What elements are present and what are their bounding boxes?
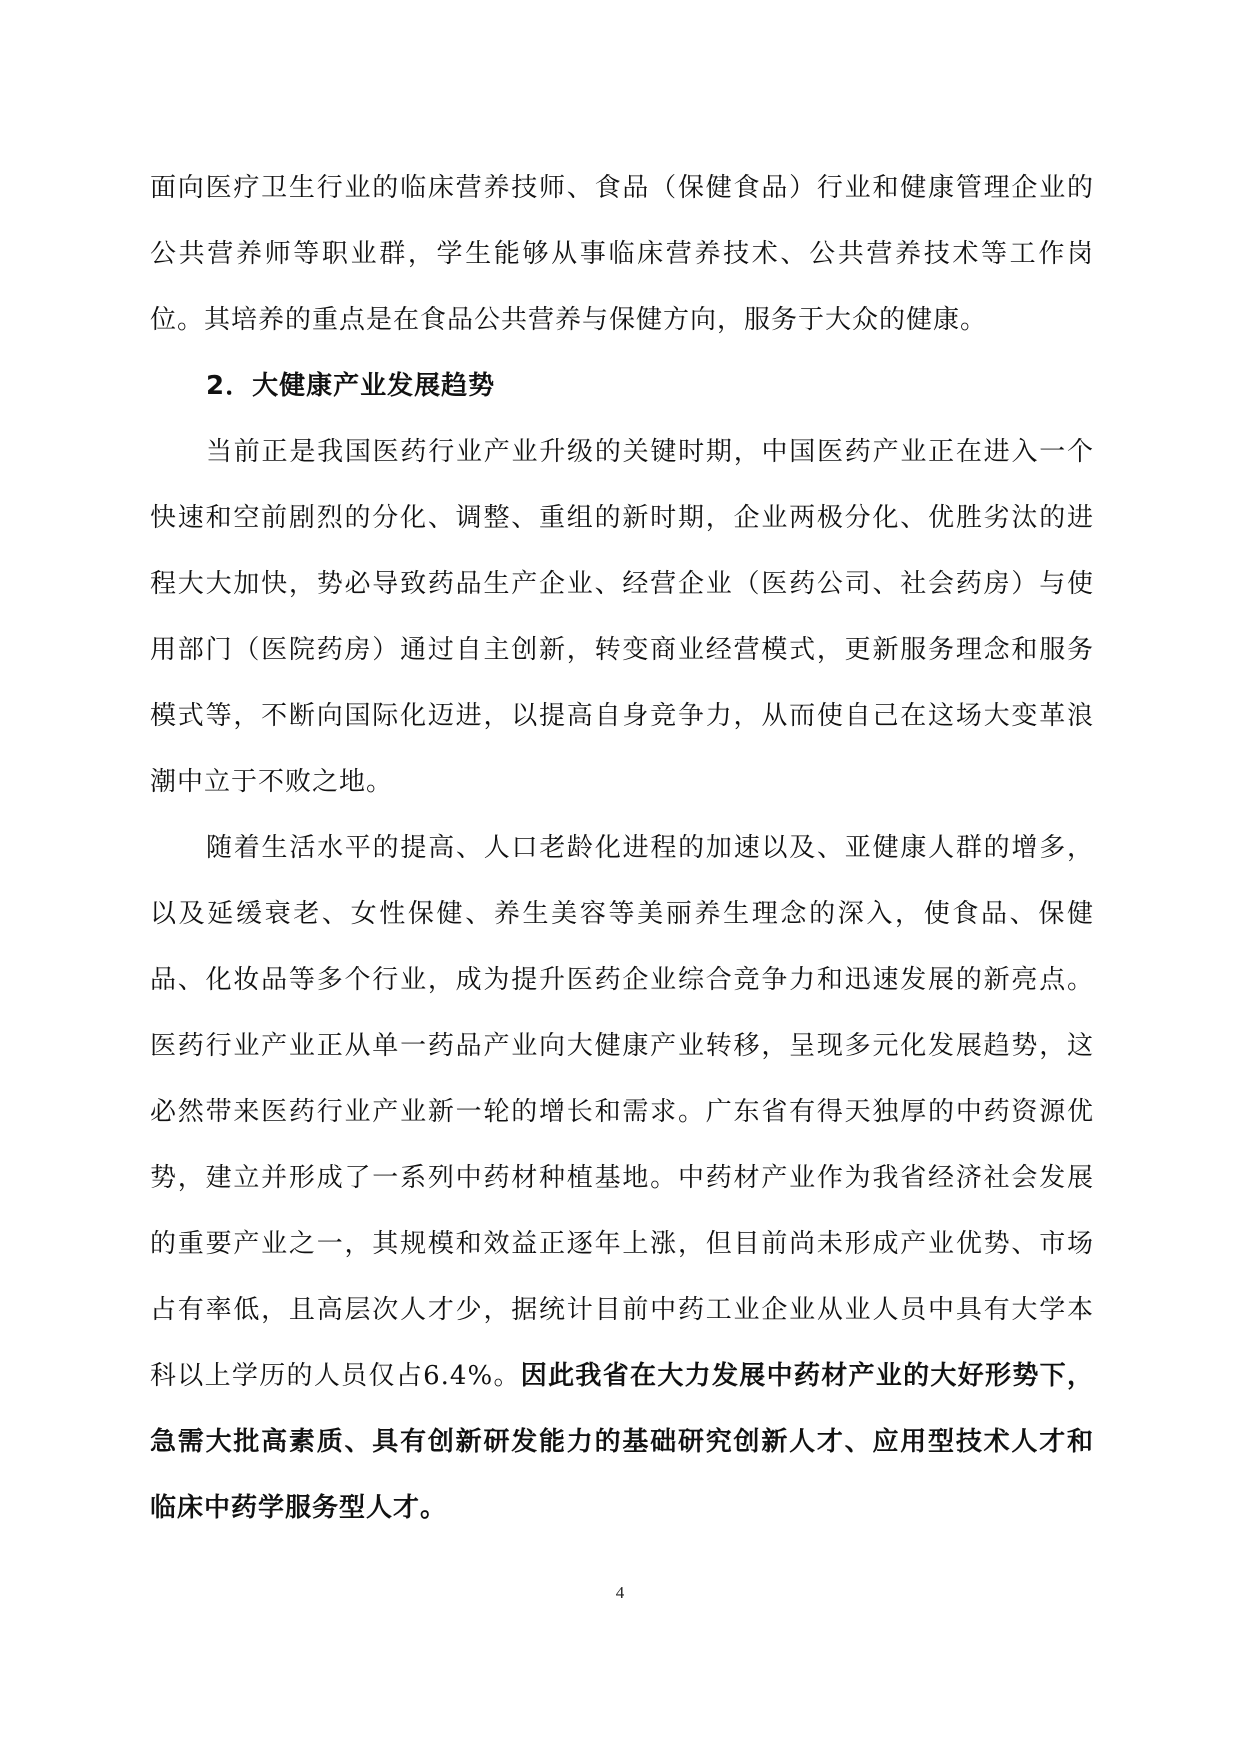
page-number: 4 bbox=[615, 1583, 625, 1602]
paragraph-normal-text: 随着生活水平的提高、人口老龄化进程的加速以及、亚健康人群的增多， 以及延缓衰老、女性保健、养生美容等美丽养生理念的深入，使食品、保健品、化妆品等多个行业，成为提升医药企业综合竞争力和迅速发展的新亮点。医药行业产业正从单一药品产业向大健康产业转移，呈现多元化发展趋势，这必然带来医药行业产业新一轮的增长和需求。广东省有得天独厚的中药资源优势，建立并形成了一系列中药材种植基地。中药材产业作为我省经济社会发展的重要产业之一，其规模和效益正逐年上涨，但目前尚未形成产业优势、市场占有率低，且高层次人才少，据统计目前中药工业企业从业人员中具有大学本科以上学历的人员仅占6.4%。 bbox=[150, 833, 1094, 1391]
paragraph-intro: 面向医疗卫生行业的临床营养技师、食品（保健食品）行业和健康管理企业的公共营养师等职业群，学生能够从事临床营养技术、公共营养技术等工作岗位。其培养的重点是在食品公共营养与保健方向，服务于大众的健康。 bbox=[150, 173, 1094, 335]
paragraph-health-trend bbox=[150, 815, 1094, 1541]
paragraph-bold-text: 因此我省在大力发展中药材产业的大好形势下，急需大批高素质、具有创新研发能力的基础研究创新人才、应用型技术人才和临床中药学服务型人才。 bbox=[150, 1361, 1094, 1523]
paragraph-industry-upgrade: 当前正是我国医药行业产业升级的关键时期，中国医药产业正在进入一个快速和空前剧烈的分化、调整、重组的新时期，企业两极分化、优胜劣汰的进程大大加快，势必导致药品生产企业、经营企业（医药公司、社会药房）与使用部门（医院药房）通过自主创新，转变商业经营模式，更新服务理念和服务模式等，不断向国际化迈进，以提高自身竞争力，从而使自己在这场大变革浪潮中立于不败之地。 bbox=[150, 437, 1094, 797]
section-heading: 2．大健康产业发展趋势 bbox=[206, 371, 496, 401]
document-body bbox=[150, 155, 1094, 1541]
